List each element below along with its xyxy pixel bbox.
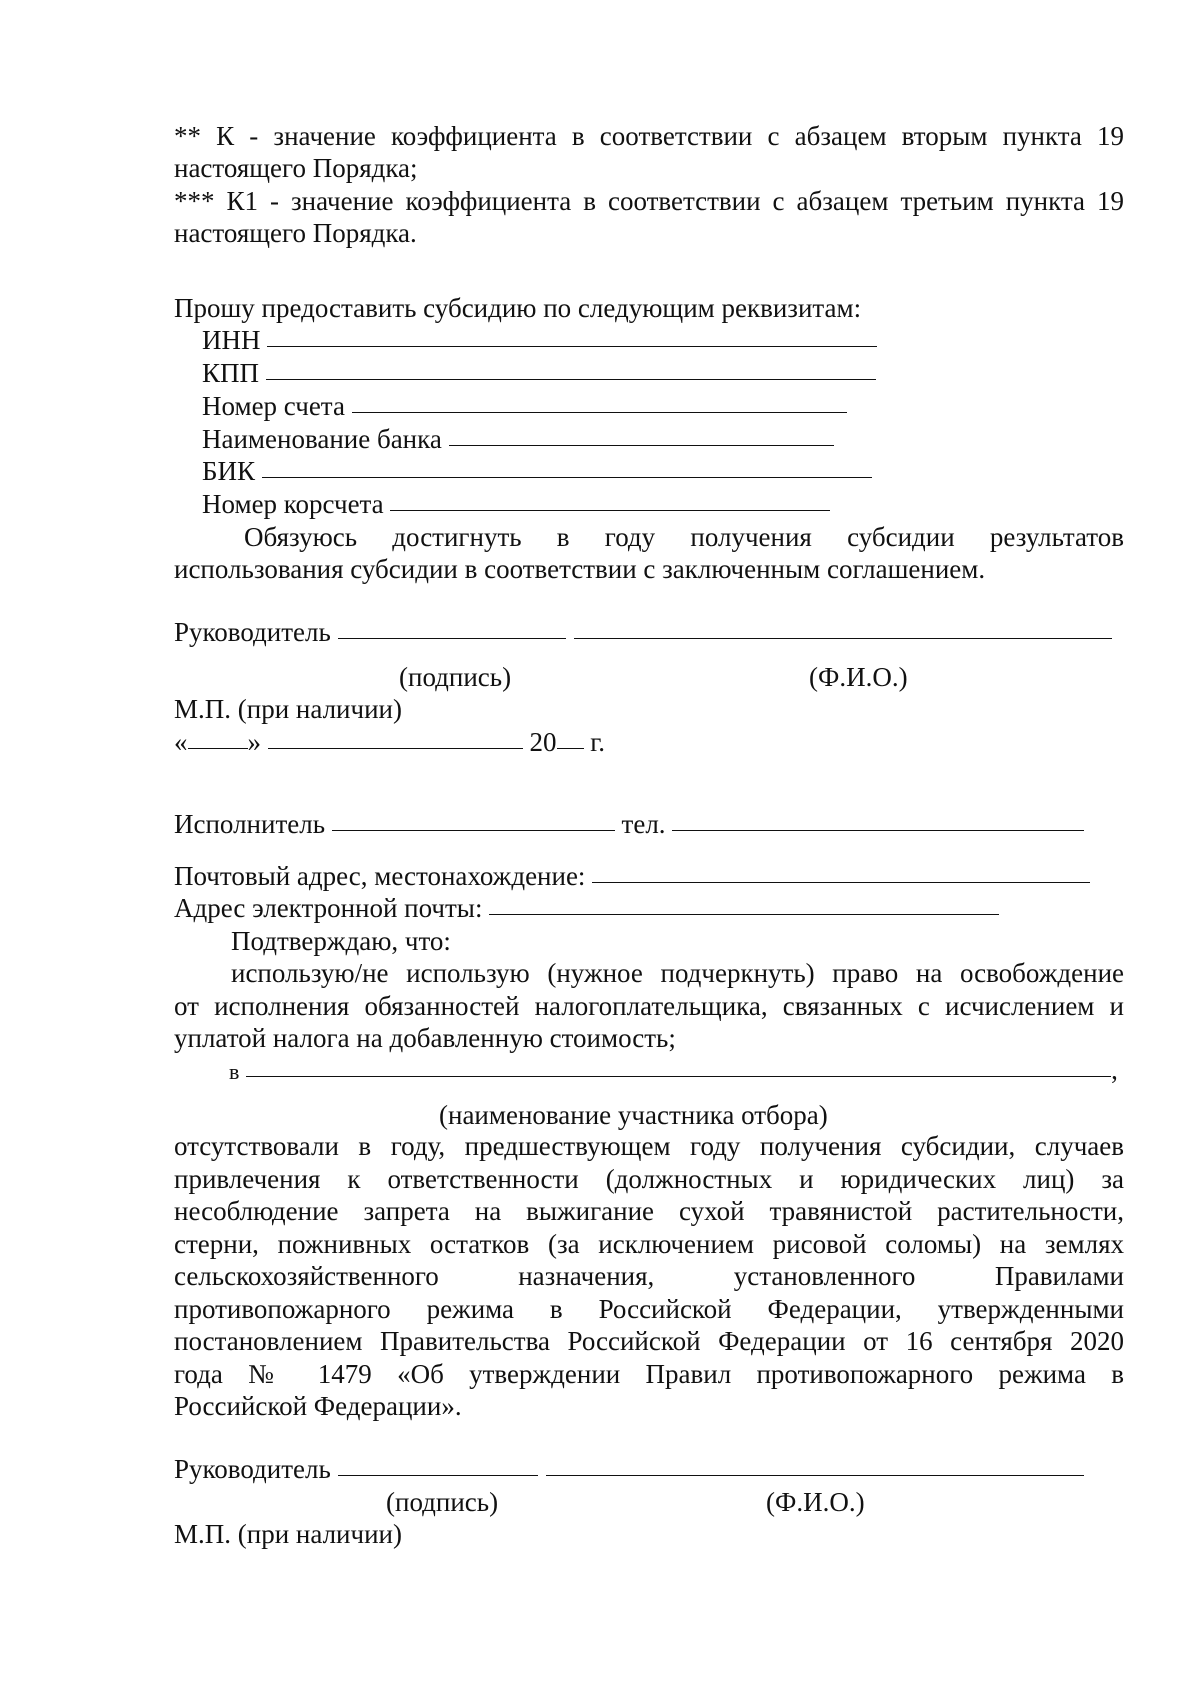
confirmation-body-line: отсутствовали в году, предшествующем году получения субсидии, случаев <box>174 1131 1124 1161</box>
participant-field[interactable] <box>246 1054 1111 1077</box>
participant-suffix: , <box>1111 1055 1118 1085</box>
confirmation-body-line: противопожарного режима в Российской Федерации, утвержденными <box>174 1294 1124 1324</box>
date-month-field[interactable] <box>268 726 523 749</box>
bank-field[interactable] <box>449 423 834 446</box>
account-row <box>202 390 847 422</box>
email-label: Адрес электронной почты: <box>174 893 483 923</box>
bik-label: БИК <box>202 456 256 486</box>
date-open-quote: « <box>174 727 188 757</box>
postal-row <box>174 860 1090 892</box>
vat-line-1: использую/не использую (нужное подчеркнуть) право на освобождение <box>231 958 1124 988</box>
footnote-k-line-1: ** К - значение коэффициента в соответствии с абзацем вторым пункта 19 <box>174 121 1124 151</box>
executor-label: Исполнитель <box>174 809 326 839</box>
confirmation-body-line: года № 1479 «Об утверждении Правил противопожарного режима в <box>174 1359 1124 1389</box>
confirmation-intro: Подтверждаю, что: <box>231 926 451 956</box>
email-row <box>174 892 999 924</box>
confirmation-body-last-line: Российской Федерации». <box>174 1391 462 1421</box>
participant-prefix: в <box>229 1059 240 1084</box>
head-name-field-2[interactable] <box>546 1453 1084 1476</box>
vat-line-3: уплатой налога на добавленную стоимость; <box>174 1023 676 1053</box>
date-day-field[interactable] <box>188 726 248 749</box>
requisites-intro: Прошу предоставить субсидию по следующим реквизитам: <box>174 293 862 323</box>
stamp-note-2: М.П. (при наличии) <box>174 1519 402 1549</box>
date-close-quote: » <box>247 727 261 757</box>
participant-caption: (наименование участника отбора) <box>439 1100 828 1130</box>
document-page <box>174 0 1124 1697</box>
commitment-line-2: использования субсидии в соответствии с заключенным соглашением. <box>174 554 986 584</box>
confirmation-body-line: сельскохозяйственного назначения, установленного Правилами <box>174 1261 1124 1291</box>
bank-label: Наименование банка <box>202 424 442 454</box>
participant-row <box>229 1054 1118 1086</box>
bik-row <box>202 455 872 487</box>
inn-field[interactable] <box>267 324 877 347</box>
inn-label: ИНН <box>202 325 261 355</box>
name-caption-2: (Ф.И.О.) <box>766 1487 865 1517</box>
postal-label: Почтовый адрес, местонахождение: <box>174 861 586 891</box>
head-label-2: Руководитель <box>174 1454 331 1484</box>
signature-caption-1: (подпись) <box>399 662 512 692</box>
account-label: Номер счета <box>202 391 345 421</box>
date-year-prefix: 20 <box>529 727 557 757</box>
executor-row <box>174 808 1084 840</box>
vat-line-2: от исполнения обязанностей налогоплательщика, связанных с исчислением и <box>174 991 1124 1021</box>
kpp-field[interactable] <box>266 357 876 380</box>
confirmation-body-line: несоблюдение запрета на выжигание сухой травянистой растительности, <box>174 1196 1124 1226</box>
kpp-label: КПП <box>202 358 260 388</box>
kpp-row <box>202 357 876 389</box>
footnote-k1-line-2: настоящего Порядка. <box>174 218 417 248</box>
head-signature-field-1[interactable] <box>338 616 566 639</box>
date-year-field[interactable] <box>557 726 584 749</box>
head-signature-field-2[interactable] <box>338 1453 538 1476</box>
corr-account-label: Номер корсчета <box>202 489 384 519</box>
footnote-k1-line-1: *** К1 - значение коэффициента в соответствии с абзацем третьим пункта 19 <box>174 186 1124 216</box>
corr-account-row <box>202 488 830 520</box>
postal-field[interactable] <box>592 860 1090 883</box>
date-year-suffix: г. <box>590 727 606 757</box>
executor-field[interactable] <box>332 808 615 831</box>
account-field[interactable] <box>352 390 847 413</box>
bik-field[interactable] <box>262 455 872 478</box>
head-name-field-1[interactable] <box>574 616 1112 639</box>
corr-account-field[interactable] <box>390 488 830 511</box>
confirmation-body-line: постановлением Правительства Российской Федерации от 16 сентября 2020 <box>174 1326 1124 1356</box>
signature-row-2 <box>174 1453 1084 1485</box>
signature-row-1 <box>174 616 1112 648</box>
head-label-1: Руководитель <box>174 617 331 647</box>
stamp-note-1: М.П. (при наличии) <box>174 694 402 724</box>
confirmation-body-line: стерни, пожнивных остатков (за исключением рисовой соломы) на землях <box>174 1229 1124 1259</box>
confirmation-body-line: привлечения к ответственности (должностных и юридических лиц) за <box>174 1164 1124 1194</box>
bank-row <box>202 423 834 455</box>
signature-caption-2: (подпись) <box>386 1487 499 1517</box>
phone-field[interactable] <box>672 808 1084 831</box>
date-row <box>174 726 605 758</box>
name-caption-1: (Ф.И.О.) <box>809 662 908 692</box>
email-field[interactable] <box>489 892 999 915</box>
phone-label: тел. <box>621 809 666 839</box>
inn-row <box>202 324 877 356</box>
footnote-k-line-2: настоящего Порядка; <box>174 153 418 183</box>
commitment-line-1: Обязуюсь достигнуть в году получения субсидии результатов <box>244 522 1124 552</box>
